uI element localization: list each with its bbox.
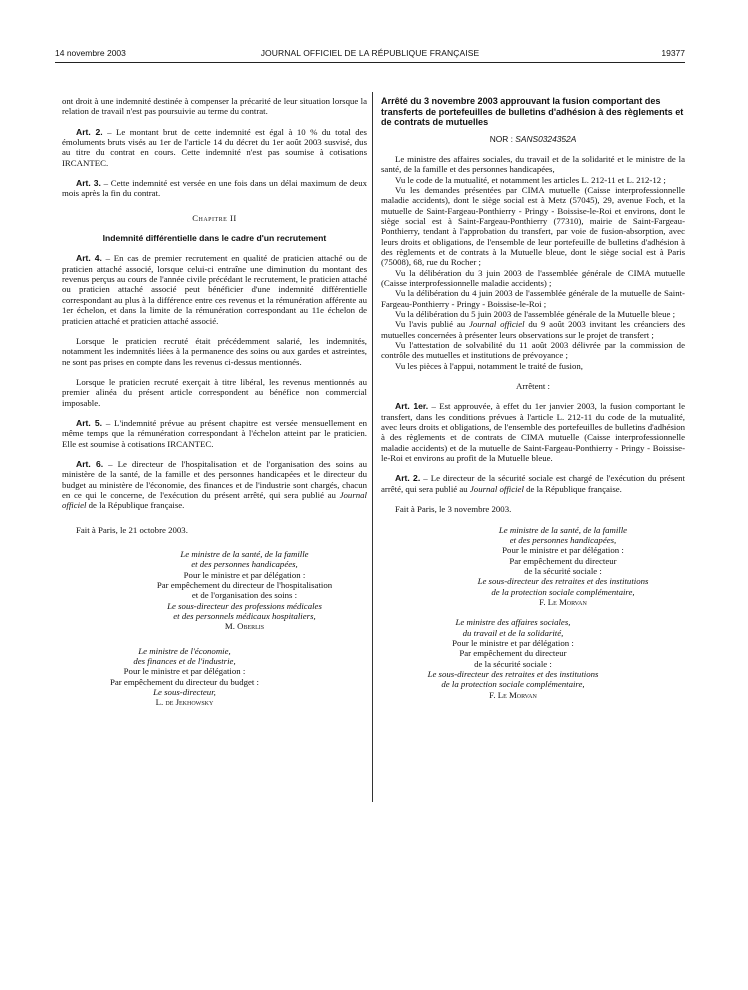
visa-4: Vu la délibération du 4 juin 2003 de l'assemblée générale de la mutuelle de Saint-Fargeau-Ponthierry - Pringy - Boissise-le-Roi ; (381, 288, 685, 309)
signature-block-affaires-sociales: Le ministre des affaires sociales, du travail et de la solidarité, Pour le ministre et par délégation : Par empêchement du directeur de la sécurité sociale : Le sous-directeur des retraites et des institutions de la protection sociale complémentaire, F. Le Morvan (381, 617, 685, 700)
nor-reference: NOR : SANS0324352A (489, 133, 577, 144)
header-page-number: 19377 (661, 48, 685, 58)
arretent-heading: Arrêtent : (516, 381, 550, 392)
article-5-label: Art. 5. (76, 417, 103, 428)
signatory-name: M. Oberlis (224, 621, 265, 632)
article-3-label: Art. 3. (76, 178, 101, 189)
visa-5: Vu la délibération du 5 juin 2003 de l'assemblée générale de la Mutuelle bleue ; (395, 309, 676, 319)
signatory-name: F. Le Morvan (539, 596, 587, 607)
header-date: 14 novembre 2003 (55, 48, 126, 58)
signature-block-sante: Le ministre de la santé, de la famille et des personnes handicapées, Pour le ministre et par délégation : Par empêchement du directeur de l'hospitalisation et de l'organisation des soins : Le sous-directeur des professions médicales et des personnels médicaux hospitaliers, M. Oberlis (62, 549, 367, 632)
left-column (62, 96, 367, 708)
visa-2: Vu les demandes présentées par CIMA mutuelle (Caisse interprofessionnelle maladie accidents), dont le siège social est à Metz (57045), 29, avenue Foch, et la mutuelle de Saint-Fargeau-Ponthierry - Pringy - Boissise-le-Roi et environs, dont le siège social est à Saint-Fargeau-Ponthierry (77310), mairie de Saint-Fargeau-Ponthierry, tendant à l'approbation du transfert, par voie de fusion-absorption, avec leurs droits et obligations, de l'ensemble de leur portefeuille de bulletins d'adhésion à des règlements et de contrats à la Mutuelle bleue, dont le siège social est à Paris (75008), 68, rue du Rocher ; (381, 184, 685, 268)
article-6: Art. 6. – Le directeur de l'hospitalisation et de l'organisation des soins au ministère de la santé, de la famille et des personnes handicapées et le directeur du budget au ministère de l'économie, des finances et de l'industrie sont chargés, chacun en ce qui le concerne, de l'exécution du présent arrêté, qui sera publié au Journal officiel de la République française. (62, 458, 367, 511)
article-1-label: Art. 1er. (395, 401, 429, 412)
column-divider (372, 92, 373, 802)
journal-officiel-ref: Journal officiel (468, 319, 525, 330)
right-column (381, 96, 685, 700)
visa-1: Vu le code de la mutualité, et notamment les articles L. 212-11 et L. 212-12 ; (395, 174, 666, 185)
visa-3: Vu la délibération du 3 juin 2003 de l'assemblée générale de CIMA mutuelle (Caisse interprofessionnelle maladie accidents) ; (381, 267, 685, 288)
section-title: Indemnité différentielle dans le cadre d'un recrutement (102, 233, 327, 244)
article-1-text: – Est approuvée, à effet du 1er janvier 2003, la fusion comportant le transfert, dans les conditions prévues à l'article L. 212-11 du code de la mutualité, avec leurs droits et obligations, de l'ensemble des portefeuilles de bulletins d'adhésion à des règlements et de contrats de CIMA mutuelle (Caisse interprofessionnelle maladie accidents) et de la mutuelle de Saint-Fargeau-Ponthierry - Pringy - Boissise-le-Roi et environs au profit de la Mutuelle bleue. (381, 401, 685, 464)
article-6-text: – Le directeur de l'hospitalisation et de l'organisation des soins au ministère de la santé, de la famille et des personnes handicapées et le directeur du budget au ministère de l'économie, des finances et de l'industrie sont chargés, chacun en ce qui le concerne, de l'exécution du présent arrêté, qui sera publié au (62, 458, 367, 500)
article-4-paragraph-3: Lorsque le praticien recruté exerçait à titre libéral, les revenus mentionnés au premier alinéa du présent article correspondent au bénéfice non commercial imposable. (62, 376, 367, 408)
page-header (55, 48, 685, 62)
article-2 (62, 127, 367, 168)
signature-block-economie: Le ministre de l'économie, des finances et de l'industrie, Pour le ministre et par délégation : Par empêchement du directeur du budget : Le sous-directeur, L. de Jekhowsky (62, 646, 367, 708)
article-4-paragraph-2: Lorsque le praticien recruté était précédemment salarié, les indemnités, notamment les indemnités liées à la permanence des soins ou aux gardes et astreintes, ne sont pas prises en compte dans les revenus ci-dessus mentionnés. (62, 335, 367, 367)
article-4-label: Art. 4. (76, 253, 102, 264)
journal-officiel-ref: Journal officiel (469, 483, 524, 494)
journal-officiel-ref: Journal officiel (62, 489, 367, 511)
decree-title: Arrêté du 3 novembre 2003 approuvant la fusion comportant des transferts de portefeuilles de bulletins d'adhésion à des règlements et de contrats de mutuelles (381, 96, 684, 127)
header-journal-title: JOURNAL OFFICIEL DE LA RÉPUBLIQUE FRANÇAISE (260, 48, 480, 58)
article-1 (381, 401, 685, 463)
article-4 (62, 253, 367, 325)
date-signed: Fait à Paris, le 3 novembre 2003. (395, 504, 512, 515)
signatory-name: F. Le Morvan (489, 689, 537, 700)
article-3-text: – Cette indemnité est versée en une fois dans un délai maximum de deux mois après la fin du contrat. (62, 178, 367, 199)
article-4-text: – En cas de premier recrutement en qualité de praticien attaché ou de praticien attaché associé, lorsque celui-ci entraîne une diminution du montant des revenus perçus au cours de l'année civile précédant le recrutement, le praticien attaché ou praticien attaché associé peut bénéficier d'une indemnité différentielle correspondant au plus à la différence entre ces revenus et la rémunération afférente au 1er échelon, et dans la limite de la rémunération correspondant au 11e échelon de praticien attaché et praticien attaché associé. (62, 253, 367, 326)
continued-paragraph: ont droit à une indemnité destinée à compenser la précarité de leur situation lorsque la relation de travail n'est pas poursuivie au terme du contrat. (62, 96, 367, 117)
signature-block-sante: Le ministre de la santé, de la famille et des personnes handicapées, Pour le ministre et par délégation : Par empêchement du directeur de la sécurité sociale : Le sous-directeur des retraites et des institutions de la protection sociale complémentaire, F. Le Morvan (381, 525, 685, 608)
article-3 (62, 178, 367, 199)
article-2-label: Art. 2. (395, 473, 421, 484)
article-6-label: Art. 6. (76, 458, 104, 469)
chapter-heading: Chapitre II (192, 212, 237, 223)
article-2-label: Art. 2. (76, 126, 103, 137)
visa-7: Vu l'attestation de solvabilité du 11 août 2003 délivrée par la commission de contrôle des mutuelles et institutions de prévoyance ; (381, 340, 685, 361)
article-5 (62, 418, 367, 449)
article-2-right: Art. 2. – Le directeur de la sécurité sociale est chargé de l'exécution du présent arrêté, qui sera publié au Journal officiel de la République française. (381, 473, 686, 494)
article-2-text: – Le montant brut de cette indemnité est égal à 10 % du total des émoluments bruts visés au 1er de l'article 14 du décret du 1er août 2003 susvisé, dus au titre du contrat en cours. Cette indemnité n'est pas soumise à cotisations IRCANTEC. (62, 126, 367, 168)
signatory-name: L. de Jekhowsky (155, 697, 214, 708)
article-5-text: – L'indemnité prévue au présent chapitre est versée mensuellement en même temps que la rémunération correspondant à l'échelon atteint par le praticien. Elle est soumise à cotisations IRCANTEC. (62, 417, 367, 449)
visa-6: Vu l'avis publié au Journal officiel du 9 août 2003 invitant les créanciers des mutuelles concernées à présenter leurs observations sur le projet de transfert ; (381, 319, 685, 340)
header-rule (55, 62, 685, 63)
date-signed: Fait à Paris, le 21 octobre 2003. (76, 524, 188, 535)
preamble-intro: Le ministre des affaires sociales, du travail et de la solidarité et le ministre de la santé, de la famille et des personnes handicapées, (381, 153, 685, 175)
visa-8: Vu les pièces à l'appui, notamment le traité de fusion, (395, 360, 583, 371)
